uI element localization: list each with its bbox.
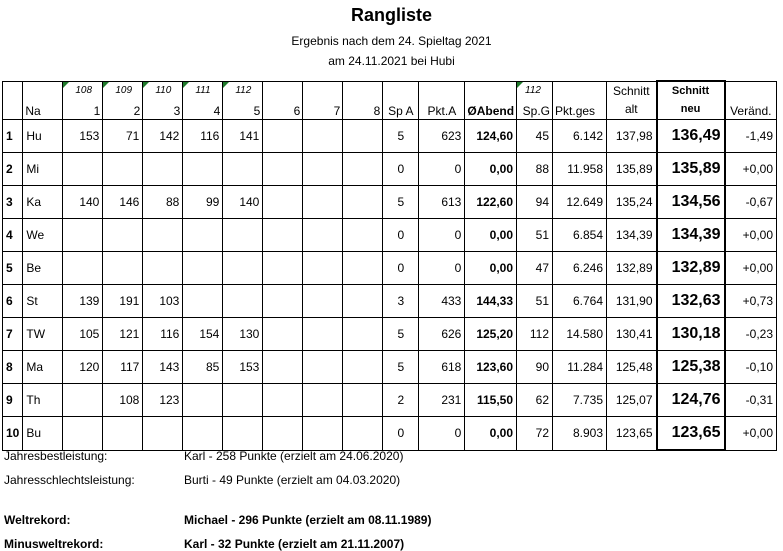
- average-old-cell: 134,39: [607, 219, 657, 252]
- round-3-score-cell: 103: [143, 285, 183, 318]
- table-row: [3, 417, 777, 451]
- header-total-points: Pkt.ges: [553, 81, 607, 120]
- evening-average-cell: 115,50: [465, 384, 517, 417]
- total-points-cell: 8.903: [553, 417, 607, 451]
- average-old-cell: 125,48: [607, 351, 657, 384]
- total-points-cell: 6.764: [553, 285, 607, 318]
- round-4-score-cell: 99: [183, 186, 223, 219]
- average-old-cell: 137,98: [607, 120, 657, 153]
- round-3-score-cell: 116: [143, 318, 183, 351]
- change-cell: +0,00: [725, 417, 777, 451]
- games-played-cell: 0: [383, 252, 419, 285]
- change-cell: -0,31: [725, 384, 777, 417]
- round-3-score-cell: [143, 417, 183, 451]
- round-3-score-cell: [143, 153, 183, 186]
- header-points-evening: Pkt.A: [419, 81, 465, 120]
- footer-minus-record-label: Minusweltrekord:: [4, 537, 104, 551]
- round-2-score-cell: 71: [103, 120, 143, 153]
- player-name-cell: We: [23, 219, 63, 252]
- round-6-score-cell: [263, 384, 303, 417]
- round-5-score-cell: [223, 285, 263, 318]
- change-cell: +0,00: [725, 252, 777, 285]
- points-evening-cell: 618: [419, 351, 465, 384]
- total-games-cell: 88: [517, 153, 553, 186]
- round-8-number: 8: [373, 104, 381, 118]
- round-3-score-cell: 123: [143, 384, 183, 417]
- player-name-cell: Hu: [23, 120, 63, 153]
- round-8-score-cell: [343, 384, 383, 417]
- average-new-cell: 123,65: [657, 417, 725, 451]
- average-old-cell: 131,90: [607, 285, 657, 318]
- round-7-score-cell: [303, 153, 343, 186]
- average-old-cell: 135,24: [607, 186, 657, 219]
- footer-year-worst-label: Jahresschlechtsleistung:: [4, 473, 135, 487]
- round-7-number: 7: [333, 104, 341, 118]
- round-2-score-cell: 117: [103, 351, 143, 384]
- games-played-cell: 5: [383, 318, 419, 351]
- average-new-line1: Schnitt: [671, 85, 710, 97]
- total-points-cell: 6.142: [553, 120, 607, 153]
- header-pos: [3, 81, 23, 120]
- round-1-score-cell: 105: [63, 318, 103, 351]
- rank-cell: 10: [3, 417, 23, 451]
- average-old-cell: 125,07: [607, 384, 657, 417]
- rank-cell: 2: [3, 153, 23, 186]
- round-6-score-cell: [263, 252, 303, 285]
- evening-average-cell: 0,00: [465, 153, 517, 186]
- player-name-cell: Bu: [23, 417, 63, 451]
- ranking-table: [2, 80, 777, 451]
- round-5-score-cell: [223, 384, 263, 417]
- round-3-score-cell: 88: [143, 186, 183, 219]
- round-4-score-cell: [183, 384, 223, 417]
- round-8-score-cell: [343, 351, 383, 384]
- total-games-cell: 62: [517, 384, 553, 417]
- round-1-score-cell: 120: [63, 351, 103, 384]
- average-new-cell: 125,38: [657, 351, 725, 384]
- player-name-cell: Mi: [23, 153, 63, 186]
- table-row: [3, 120, 777, 153]
- round-2-number: 2: [133, 104, 141, 118]
- round-4-date: 111: [195, 84, 211, 96]
- points-evening-cell: 0: [419, 252, 465, 285]
- total-games-cell: 90: [517, 351, 553, 384]
- table-row: [3, 318, 777, 351]
- total-points-cell: 6.246: [553, 252, 607, 285]
- header-round-7: [303, 81, 343, 120]
- round-5-score-cell: [223, 219, 263, 252]
- round-6-score-cell: [263, 285, 303, 318]
- header-change: Veränd.: [725, 81, 777, 120]
- total-games-cell: 47: [517, 252, 553, 285]
- header-round-6: [263, 81, 303, 120]
- round-3-score-cell: [143, 219, 183, 252]
- table-body: [3, 120, 777, 451]
- header-games-played: Sp A: [383, 81, 419, 120]
- round-6-score-cell: [263, 318, 303, 351]
- rank-cell: 3: [3, 186, 23, 219]
- change-cell: -0,23: [725, 318, 777, 351]
- average-new-cell: 130,18: [657, 318, 725, 351]
- rank-cell: 9: [3, 384, 23, 417]
- table-row: [3, 219, 777, 252]
- average-old-cell: 132,89: [607, 252, 657, 285]
- round-5-score-cell: [223, 153, 263, 186]
- round-7-score-cell: [303, 252, 343, 285]
- evening-average-cell: 125,20: [465, 318, 517, 351]
- round-6-score-cell: [263, 219, 303, 252]
- average-new-line2: neu: [680, 103, 701, 115]
- header-average-old: [607, 81, 657, 120]
- round-2-date: 109: [115, 84, 133, 96]
- rank-cell: 5: [3, 252, 23, 285]
- games-played-cell: 0: [383, 417, 419, 451]
- average-new-cell: 134,56: [657, 186, 725, 219]
- games-played-cell: 5: [383, 120, 419, 153]
- round-5-score-cell: 153: [223, 351, 263, 384]
- round-1-score-cell: [63, 219, 103, 252]
- round-7-score-cell: [303, 186, 343, 219]
- player-name-cell: Ma: [23, 351, 63, 384]
- table-row: [3, 351, 777, 384]
- round-4-score-cell: 154: [183, 318, 223, 351]
- evening-average-cell: 0,00: [465, 417, 517, 451]
- average-old-cell: 135,89: [607, 153, 657, 186]
- total-points-cell: 12.649: [553, 186, 607, 219]
- header-round-3: [143, 81, 183, 120]
- round-4-score-cell: [183, 153, 223, 186]
- round-6-score-cell: [263, 153, 303, 186]
- round-7-score-cell: [303, 417, 343, 451]
- total-points-cell: 11.284: [553, 351, 607, 384]
- points-evening-cell: 613: [419, 186, 465, 219]
- round-8-score-cell: [343, 318, 383, 351]
- header-round-5: [223, 81, 263, 120]
- round-5-score-cell: 130: [223, 318, 263, 351]
- round-1-score-cell: 139: [63, 285, 103, 318]
- header-average-new: [657, 81, 725, 120]
- round-1-date: 108: [75, 84, 93, 96]
- round-1-score-cell: [63, 252, 103, 285]
- round-2-score-cell: [103, 252, 143, 285]
- round-8-score-cell: [343, 186, 383, 219]
- round-7-score-cell: [303, 285, 343, 318]
- games-played-cell: 0: [383, 219, 419, 252]
- total-points-cell: 11.958: [553, 153, 607, 186]
- round-5-score-cell: [223, 417, 263, 451]
- total-games-date: 112: [525, 84, 541, 96]
- round-1-number: 1: [93, 104, 101, 118]
- round-2-score-cell: 108: [103, 384, 143, 417]
- round-8-score-cell: [343, 285, 383, 318]
- points-evening-cell: 231: [419, 384, 465, 417]
- total-points-cell: 6.854: [553, 219, 607, 252]
- change-cell: +0,73: [725, 285, 777, 318]
- page-title: Rangliste: [350, 5, 433, 25]
- round-5-score-cell: [223, 252, 263, 285]
- player-name-cell: St: [23, 285, 63, 318]
- round-6-score-cell: [263, 186, 303, 219]
- round-4-score-cell: 116: [183, 120, 223, 153]
- average-old-cell: 123,65: [607, 417, 657, 451]
- change-cell: +0,00: [725, 219, 777, 252]
- rank-cell: 1: [3, 120, 23, 153]
- rank-cell: 6: [3, 285, 23, 318]
- round-2-score-cell: 121: [103, 318, 143, 351]
- round-3-score-cell: 142: [143, 120, 183, 153]
- subtitle-matchday: Ergebnis nach dem 24. Spieltag 2021: [291, 34, 492, 48]
- header-round-2: [103, 81, 143, 120]
- average-old-cell: 130,41: [607, 318, 657, 351]
- round-4-score-cell: 85: [183, 351, 223, 384]
- player-name-cell: TW: [23, 318, 63, 351]
- table-row: [3, 252, 777, 285]
- round-8-score-cell: [343, 417, 383, 451]
- round-4-score-cell: [183, 219, 223, 252]
- evening-average-cell: 144,33: [465, 285, 517, 318]
- round-4-score-cell: [183, 252, 223, 285]
- subtitle-date-location: am 24.11.2021 bei Hubi: [328, 54, 455, 68]
- round-2-score-cell: 146: [103, 186, 143, 219]
- table-row: [3, 153, 777, 186]
- table-row: [3, 285, 777, 318]
- change-cell: -0,67: [725, 186, 777, 219]
- round-7-score-cell: [303, 384, 343, 417]
- round-8-score-cell: [343, 153, 383, 186]
- total-games-cell: 51: [517, 219, 553, 252]
- average-new-cell: 136,49: [657, 120, 725, 153]
- evening-average-cell: 124,60: [465, 120, 517, 153]
- round-1-score-cell: [63, 417, 103, 451]
- points-evening-cell: 623: [419, 120, 465, 153]
- total-games-cell: 94: [517, 186, 553, 219]
- games-played-cell: 5: [383, 351, 419, 384]
- change-cell: -1,49: [725, 120, 777, 153]
- round-3-number: 3: [173, 104, 181, 118]
- rank-cell: 8: [3, 351, 23, 384]
- round-3-score-cell: [143, 252, 183, 285]
- footer-year-best-label: Jahresbestleistung:: [4, 449, 108, 463]
- round-8-score-cell: [343, 219, 383, 252]
- average-new-cell: 132,63: [657, 285, 725, 318]
- rank-cell: 7: [3, 318, 23, 351]
- points-evening-cell: 433: [419, 285, 465, 318]
- footer-world-record-value: Michael - 296 Punkte (erzielt am 08.11.1989): [184, 513, 432, 527]
- round-1-score-cell: 153: [63, 120, 103, 153]
- header-evening-average: ØAbend: [465, 81, 517, 120]
- round-5-date: 112: [235, 84, 252, 96]
- round-1-score-cell: [63, 153, 103, 186]
- average-new-cell: 134,39: [657, 219, 725, 252]
- games-played-cell: 3: [383, 285, 419, 318]
- total-games-cell: 72: [517, 417, 553, 451]
- footer-year-worst-value: Burti - 49 Punkte (erzielt am 04.03.2020): [184, 473, 401, 487]
- footer-year-best-value: Karl - 258 Punkte (erzielt am 24.06.2020): [184, 449, 404, 463]
- round-4-score-cell: [183, 417, 223, 451]
- average-new-cell: 124,76: [657, 384, 725, 417]
- table-header-row: [3, 81, 777, 120]
- games-played-cell: 0: [383, 153, 419, 186]
- total-games-cell: 45: [517, 120, 553, 153]
- header-name: Na: [23, 81, 63, 120]
- round-4-score-cell: [183, 285, 223, 318]
- games-played-cell: 2: [383, 384, 419, 417]
- round-8-score-cell: [343, 252, 383, 285]
- header-round-8: [343, 81, 383, 120]
- player-name-cell: Th: [23, 384, 63, 417]
- round-6-score-cell: [263, 417, 303, 451]
- round-2-score-cell: [103, 219, 143, 252]
- round-1-score-cell: 140: [63, 186, 103, 219]
- round-1-score-cell: [63, 384, 103, 417]
- points-evening-cell: 626: [419, 318, 465, 351]
- player-name-cell: Ka: [23, 186, 63, 219]
- evening-average-cell: 0,00: [465, 252, 517, 285]
- round-7-score-cell: [303, 318, 343, 351]
- change-cell: +0,00: [725, 153, 777, 186]
- games-played-cell: 5: [383, 186, 419, 219]
- total-games-cell: 112: [517, 318, 553, 351]
- round-5-score-cell: 140: [223, 186, 263, 219]
- round-7-score-cell: [303, 219, 343, 252]
- evening-average-cell: 0,00: [465, 219, 517, 252]
- player-name-cell: Be: [23, 252, 63, 285]
- footer-minus-record-value: Karl - 32 Punkte (erzielt am 21.11.2007): [184, 537, 405, 551]
- footer-world-record-label: Weltrekord:: [4, 513, 71, 527]
- table-row: [3, 186, 777, 219]
- points-evening-cell: 0: [419, 417, 465, 451]
- round-5-score-cell: 141: [223, 120, 263, 153]
- average-old-line1: Schnitt: [612, 84, 650, 98]
- round-2-score-cell: [103, 153, 143, 186]
- round-5-number: 5: [253, 104, 261, 118]
- total-points-cell: 14.580: [553, 318, 607, 351]
- rank-cell: 4: [3, 219, 23, 252]
- round-2-score-cell: [103, 417, 143, 451]
- header-round-1: [63, 81, 103, 120]
- round-7-score-cell: [303, 120, 343, 153]
- evening-average-cell: 122,60: [465, 186, 517, 219]
- round-6-score-cell: [263, 351, 303, 384]
- total-points-cell: 7.735: [553, 384, 607, 417]
- evening-average-cell: 123,60: [465, 351, 517, 384]
- change-cell: -0,10: [725, 351, 777, 384]
- header-round-4: [183, 81, 223, 120]
- round-7-score-cell: [303, 351, 343, 384]
- points-evening-cell: 0: [419, 219, 465, 252]
- round-6-score-cell: [263, 120, 303, 153]
- average-old-line2: alt: [624, 102, 638, 116]
- round-3-score-cell: 143: [143, 351, 183, 384]
- round-3-date: 110: [155, 84, 172, 96]
- round-6-number: 6: [293, 104, 301, 118]
- round-8-score-cell: [343, 120, 383, 153]
- average-new-cell: 132,89: [657, 252, 725, 285]
- points-evening-cell: 0: [419, 153, 465, 186]
- header-total-games: [517, 81, 553, 120]
- average-new-cell: 135,89: [657, 153, 725, 186]
- round-4-number: 4: [213, 104, 221, 118]
- table-row: [3, 384, 777, 417]
- round-2-score-cell: 191: [103, 285, 143, 318]
- total-games-cell: 51: [517, 285, 553, 318]
- total-games-label: Sp.G: [522, 104, 551, 118]
